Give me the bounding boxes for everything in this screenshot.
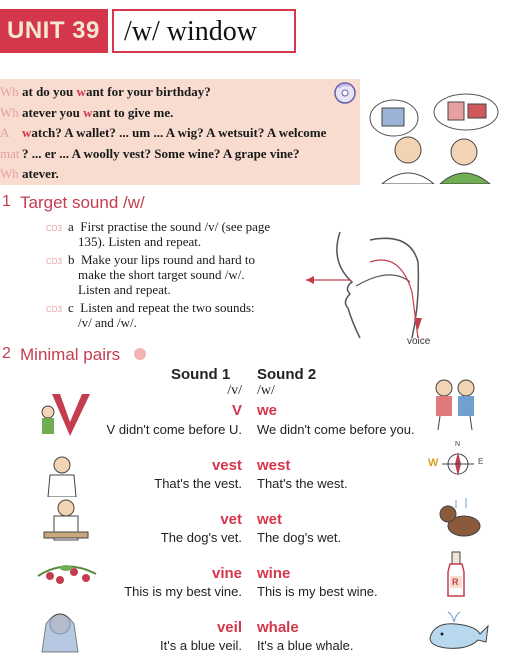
word-sound-2: wine: [257, 565, 291, 582]
sentence-sound-2: This is my best wine.: [257, 584, 378, 599]
wine-bottle-illustration: [440, 550, 474, 598]
unit-title: /w/ window: [124, 16, 257, 47]
column-header-sound-1: Sound 1: [171, 366, 231, 383]
unit-label: UNIT 39: [7, 17, 100, 44]
word-sound-2: whale: [257, 619, 299, 636]
dialogue-line: Wh at do you want for your birthday?: [0, 84, 211, 99]
section-heading: Target sound /w/: [20, 193, 145, 212]
unit-badge: [0, 9, 108, 53]
mouth-diagram: [300, 222, 440, 340]
section-number: 1: [2, 193, 11, 210]
sentence-sound-1: It's a blue veil.: [160, 638, 242, 653]
compass-east-label: E: [478, 457, 484, 466]
speaker-mark: Wh: [0, 166, 19, 181]
sentence-sound-2: The dog's wet.: [257, 530, 342, 545]
word-sound-1: vest: [211, 457, 242, 474]
cd-disc-icon[interactable]: [334, 82, 356, 104]
vest-illustration: [40, 455, 84, 497]
word-sound-1: veil: [216, 619, 242, 636]
cd-track-icon[interactable]: CD3: [46, 257, 63, 266]
speaker-head-icon: [133, 346, 147, 362]
speaker-mark: A: [0, 125, 10, 140]
dialogue-panel: [0, 79, 360, 185]
speaker-mark: mat: [0, 146, 20, 161]
word-sound-1: vine: [211, 565, 242, 582]
ipa-w: /w/: [257, 383, 275, 398]
vine-illustration: [36, 558, 98, 594]
sentence-sound-2: That's the west.: [257, 476, 348, 491]
sentence-sound-1: That's the vest.: [154, 476, 242, 491]
sentence-sound-2: We didn't come before you.: [257, 422, 415, 437]
cd-track-icon[interactable]: CD3: [46, 224, 63, 233]
word-sound-2: west: [257, 457, 291, 474]
dialogue-line: Wh atever you want to give me.: [0, 105, 174, 120]
instruction-c: CD3 c Listen and repeat the two sounds: /v/ and /w/.: [46, 300, 255, 330]
voice-label: voice: [407, 336, 431, 347]
sentence-sound-2: It's a blue whale.: [257, 638, 354, 653]
column-header-sound-2: Sound 2: [257, 366, 317, 383]
dialogue-line: A watch? A wallet? ... um ... A wig? A wetsuit? A welcome: [0, 125, 327, 140]
instruction-b: CD3 b Make your lips round and hard to make the short target sound /w/. Listen and repeat.: [46, 252, 256, 297]
wine-label: R: [452, 577, 459, 587]
section-heading: Minimal pairs: [20, 345, 121, 364]
ipa-v: /v/: [227, 383, 242, 398]
vet-illustration: [40, 498, 92, 548]
dialogue-line: Wh atever.: [0, 166, 59, 181]
people-thinking-illustration: [368, 92, 508, 184]
sentence-sound-1: The dog's vet.: [160, 530, 242, 545]
veil-illustration: [40, 608, 80, 654]
sentence-sound-1: This is my best vine.: [124, 584, 242, 599]
unit-title-box: [112, 9, 296, 53]
whale-illustration: [424, 610, 490, 652]
speaker-mark: Wh: [0, 105, 19, 120]
couple-illustration: [428, 378, 480, 432]
wet-dog-illustration: [436, 496, 486, 540]
sentence-sound-1: V didn't come before U.: [106, 422, 242, 437]
cd-track-icon[interactable]: CD3: [46, 305, 63, 314]
letter-v-illustration: [38, 390, 98, 440]
instruction-a: CD3 a First practise the sound /v/ (see page 135). Listen and repeat.: [46, 219, 271, 249]
compass-west-label: W: [428, 457, 439, 469]
word-sound-1: vet: [220, 511, 242, 528]
dialogue-line: mat ? ... er ... A woolly vest? Some wine? A grape vine?: [0, 146, 300, 161]
word-sound-2: we: [257, 402, 278, 419]
compass-north-label: N: [455, 441, 461, 448]
word-sound-2: wet: [257, 511, 283, 528]
word-sound-1: V: [231, 402, 242, 419]
speaker-mark: Wh: [0, 84, 19, 99]
section-number: 2: [2, 345, 11, 362]
